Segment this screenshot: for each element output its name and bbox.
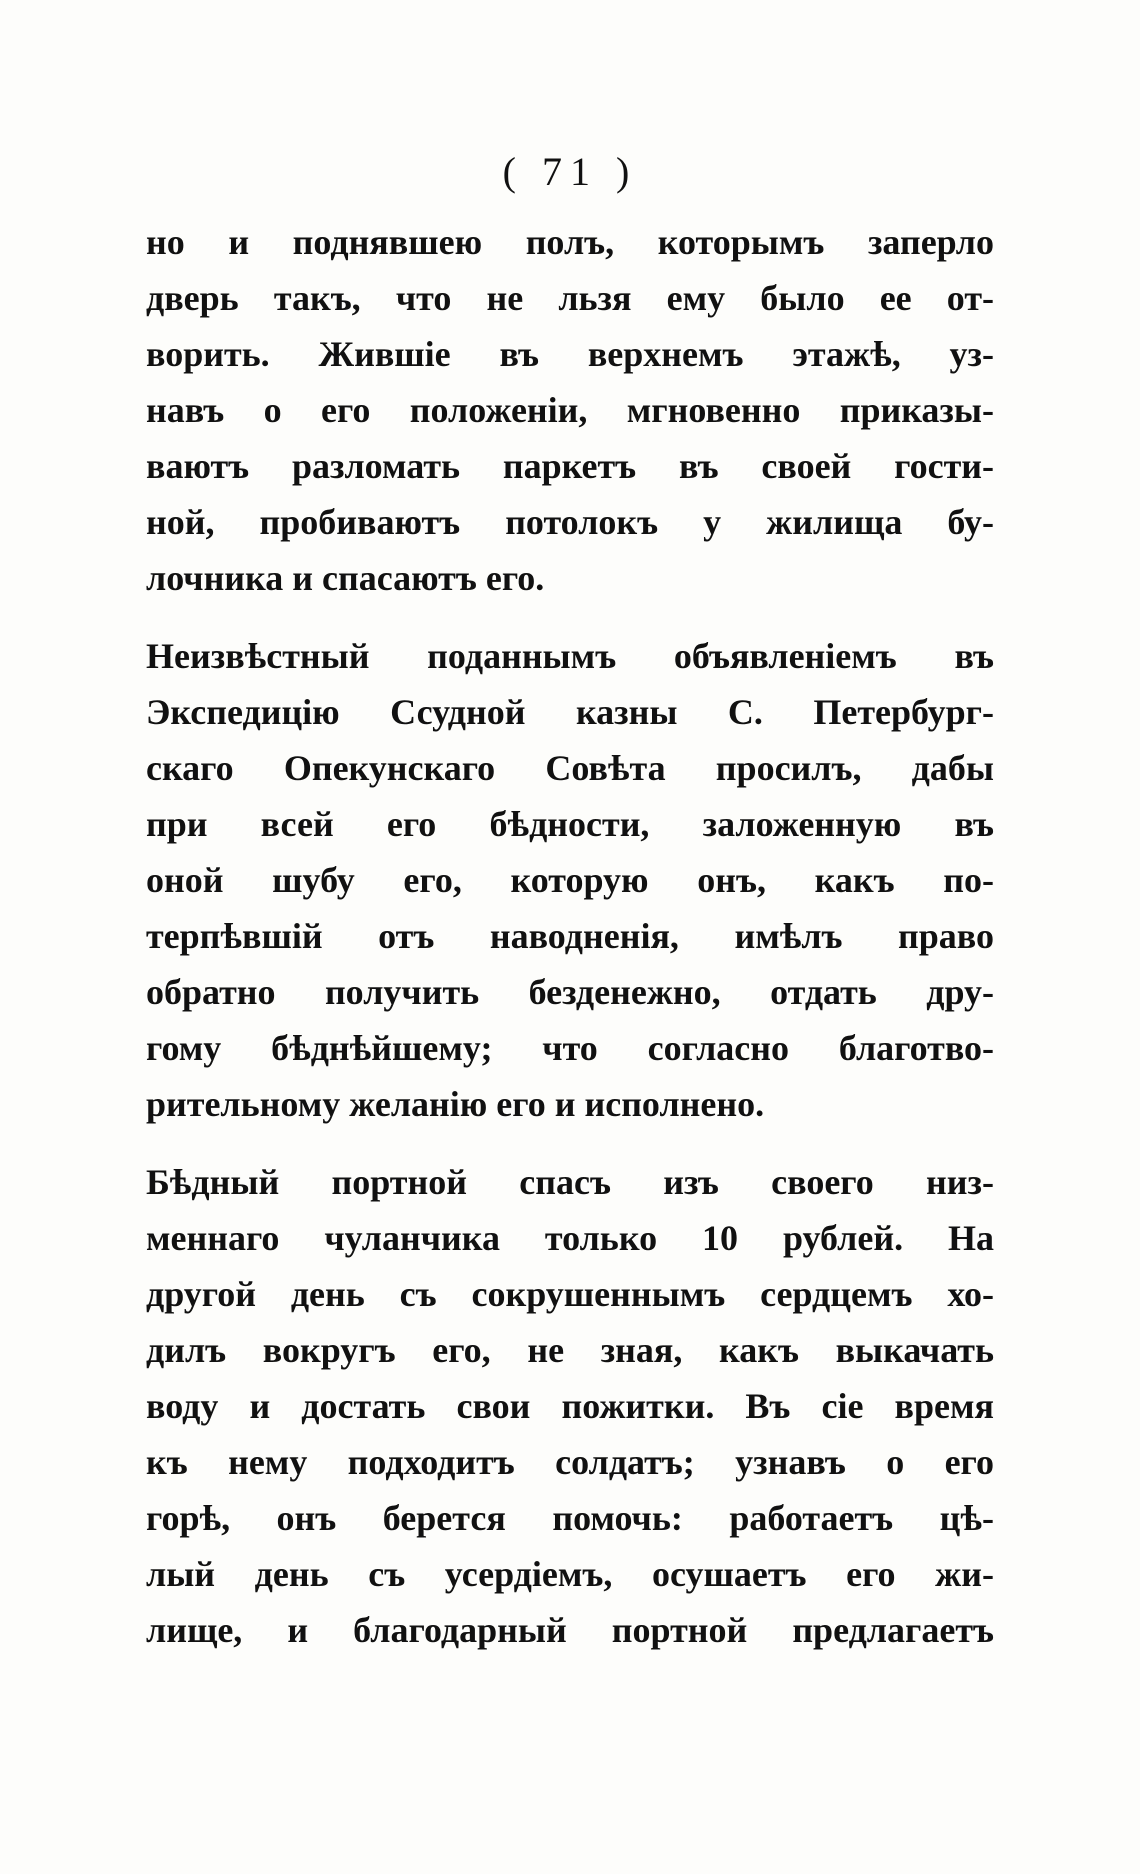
- text-line: при всей его бѣдности, заложенную въ: [146, 804, 994, 844]
- text-line: Бѣдный портной спасъ изъ своего низ-: [146, 1162, 994, 1202]
- page-number: ( 71 ): [502, 149, 638, 194]
- text-line: ваютъ разломать паркетъ въ своей гости-: [146, 446, 994, 486]
- text-line: лый день съ усердіемъ, осушаетъ его жи-: [146, 1554, 994, 1594]
- text-line: лочника и спасаютъ его.: [146, 558, 545, 598]
- text-line: къ нему подходитъ солдатъ; узнавъ о его: [146, 1442, 994, 1482]
- text-line: горѣ, онъ берется помочь: работаетъ цѣ-: [146, 1498, 994, 1538]
- text-line: воду и достать свои пожитки. Въ сіе время: [146, 1386, 994, 1426]
- text-line: оной шубу его, которую онъ, какъ по-: [146, 860, 994, 900]
- text-line: ворить. Жившіе въ верхнемъ этажѣ, уз-: [146, 334, 994, 374]
- paragraph: [146, 628, 994, 1132]
- text-line: меннаго чуланчика только 10 рублей. На: [146, 1218, 994, 1258]
- paragraph: [146, 1154, 994, 1658]
- text-line: навъ о его положеніи, мгновенно приказы-: [146, 390, 994, 430]
- text-line: скаго Опекунскаго Совѣта просилъ, дабы: [146, 748, 994, 788]
- text-line: дверь такъ, что не льзя ему было ее от-: [146, 278, 994, 318]
- body-text: [146, 214, 994, 1658]
- text-line: дилъ вокругъ его, не зная, какъ выкачать: [146, 1330, 994, 1370]
- text-line: Экспедицію Ссудной казны С. Петербург-: [146, 692, 994, 732]
- text-line: гому бѣднѣйшему; что согласно благотво-: [146, 1028, 994, 1068]
- text-line: но и поднявшею полъ, которымъ заперло: [146, 222, 994, 262]
- text-line: рительному желанію его и исполнено.: [146, 1084, 765, 1124]
- text-line: обратно получить безденежно, отдать дру-: [146, 972, 994, 1012]
- text-line: лище, и благодарный портной предлагаетъ: [146, 1610, 994, 1650]
- text-line: другой день съ сокрушеннымъ сердцемъ хо-: [146, 1274, 994, 1314]
- text-line: ной, пробиваютъ потолокъ у жилища бу-: [146, 502, 994, 542]
- text-line: терпѣвшій отъ наводненія, имѣлъ право: [146, 916, 994, 956]
- paragraph: [146, 214, 994, 606]
- text-line: Неизвѣстный поданнымъ объявленіемъ въ: [146, 636, 994, 676]
